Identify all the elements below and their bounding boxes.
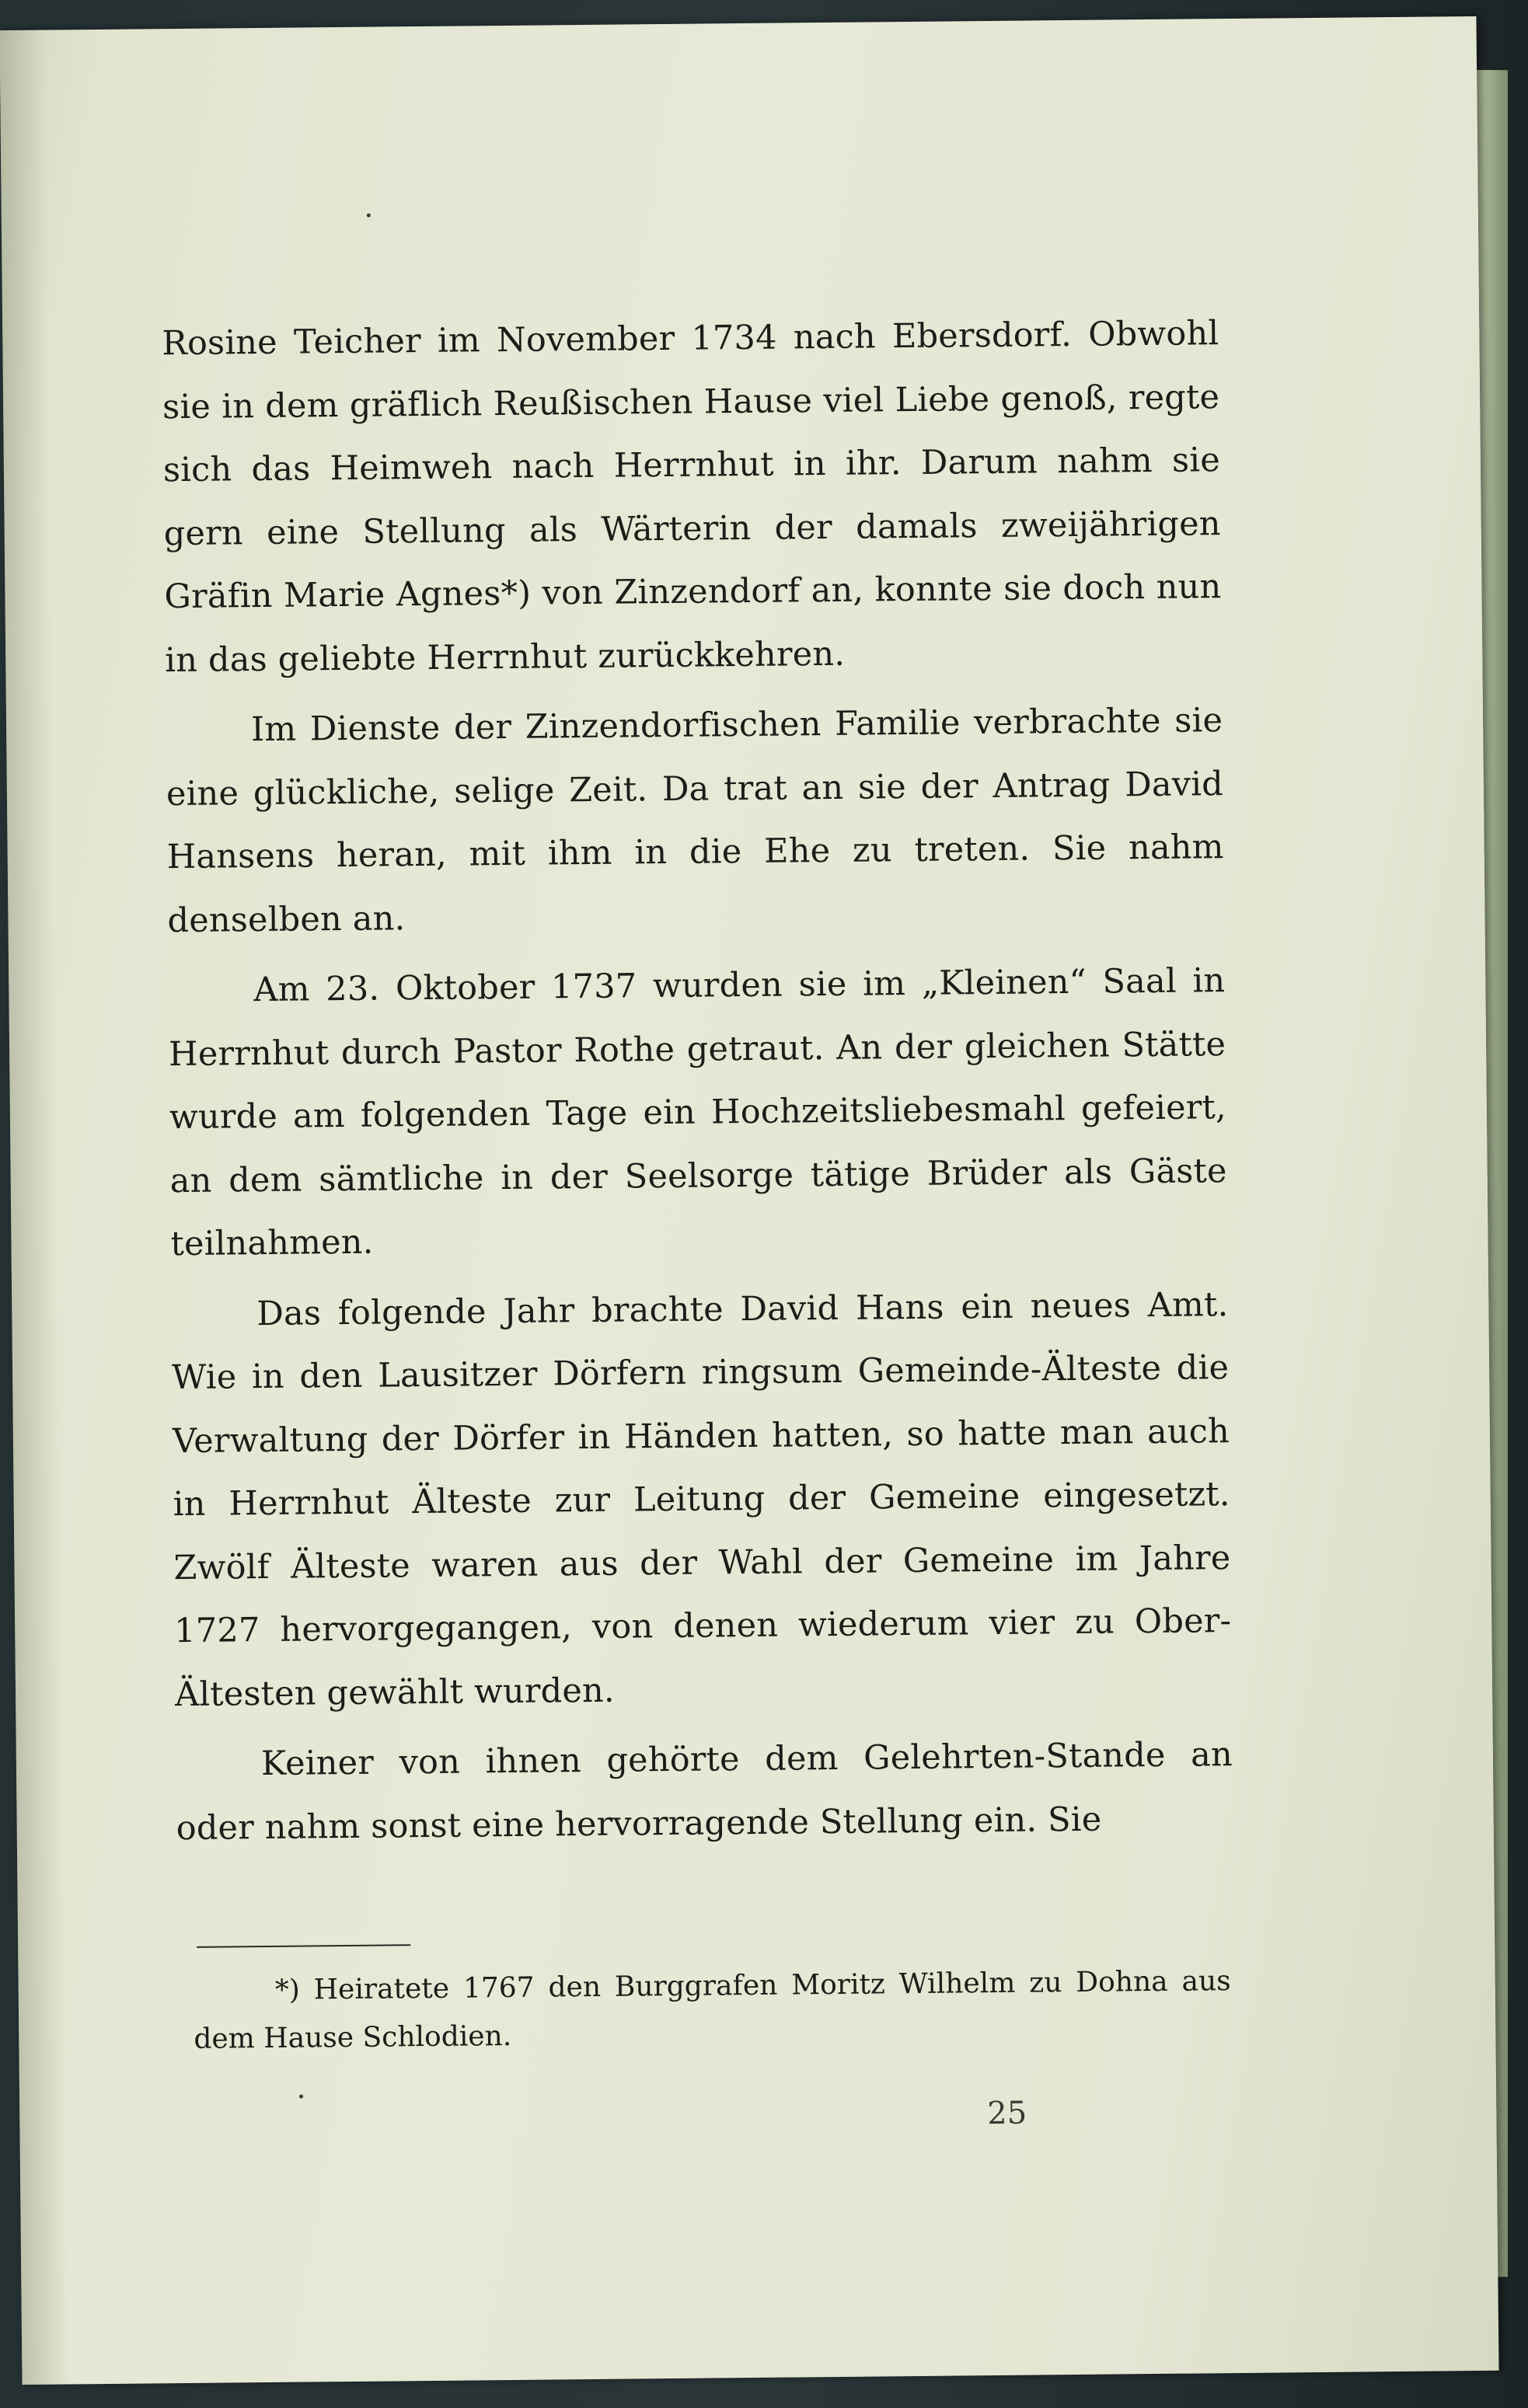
paper-speck [367,214,371,218]
footnote [193,1957,1231,2064]
page-number: 25 [987,2095,1027,2132]
paragraph-5: Keiner von ihnen gehörte dem Gelehrten-Stande an oder nahm sonst eine hervorragende Stellung ein. Sie [176,1735,1233,1848]
paragraph-4: Das folgende Jahr brachte David Hans ein neues Amt. Wie in den Lausitzer Dörfern ringsum Gemeinde-Älteste die Verwaltung der Dörfer in Händen hatten, so hatte man auch in Herrnhut Älteste zur Leitung der Gemeine eingesetzt. Zwölf Älteste waren aus der Wahl der Gemeine im Jahre 1727 hervorgegangen, von denen wiederum vier zu Ober-Ältesten gewählt wurden. [171,1284,1232,1714]
paragraph-2: Im Dienste der Zinzendorfischen Familie verbrachte sie eine glückliche, selige Zeit. Da trat an sie der Antrag David Hansens heran, mit ihm in die Ehe zu treten. Sie nahm denselben an. [166,701,1224,940]
book-page [0,16,1498,2385]
footnote-text: *) Heiratete 1767 den Burggrafen Moritz Wilhelm zu Dohna aus dem Hause Schlodien. [194,1965,1231,2055]
paragraph-3: Am 23. Oktober 1737 wurden sie im „Kleinen“ Saal in Herrnhut durch Pastor Rothe getraut. An der gleichen Stätte wurde am folgenden Tage ein Hochzeitsliebesmahl gefeiert, an dem sämtliche in der Seelsorge tätige Brüder als Gäste teilnahmen. [168,961,1227,1264]
paragraph-1: Rosine Teicher im November 1734 nach Ebersdorf. Obwohl sie in dem gräflich Reußischen Hause viel Liebe genoß, regte sich das Heimweh nach Herrnhut in ihr. Darum nahm sie gern eine Stellung als Wärterin der damals zweijährigen Gräfin Marie Agnes*) von Zinzendorf an, konnte sie doch nun in das geliebte Herrnhut zurückkehren. [162,314,1222,680]
footnote-rule [197,1944,410,1948]
body-text [162,302,1233,1867]
paper-speck [299,2095,303,2099]
